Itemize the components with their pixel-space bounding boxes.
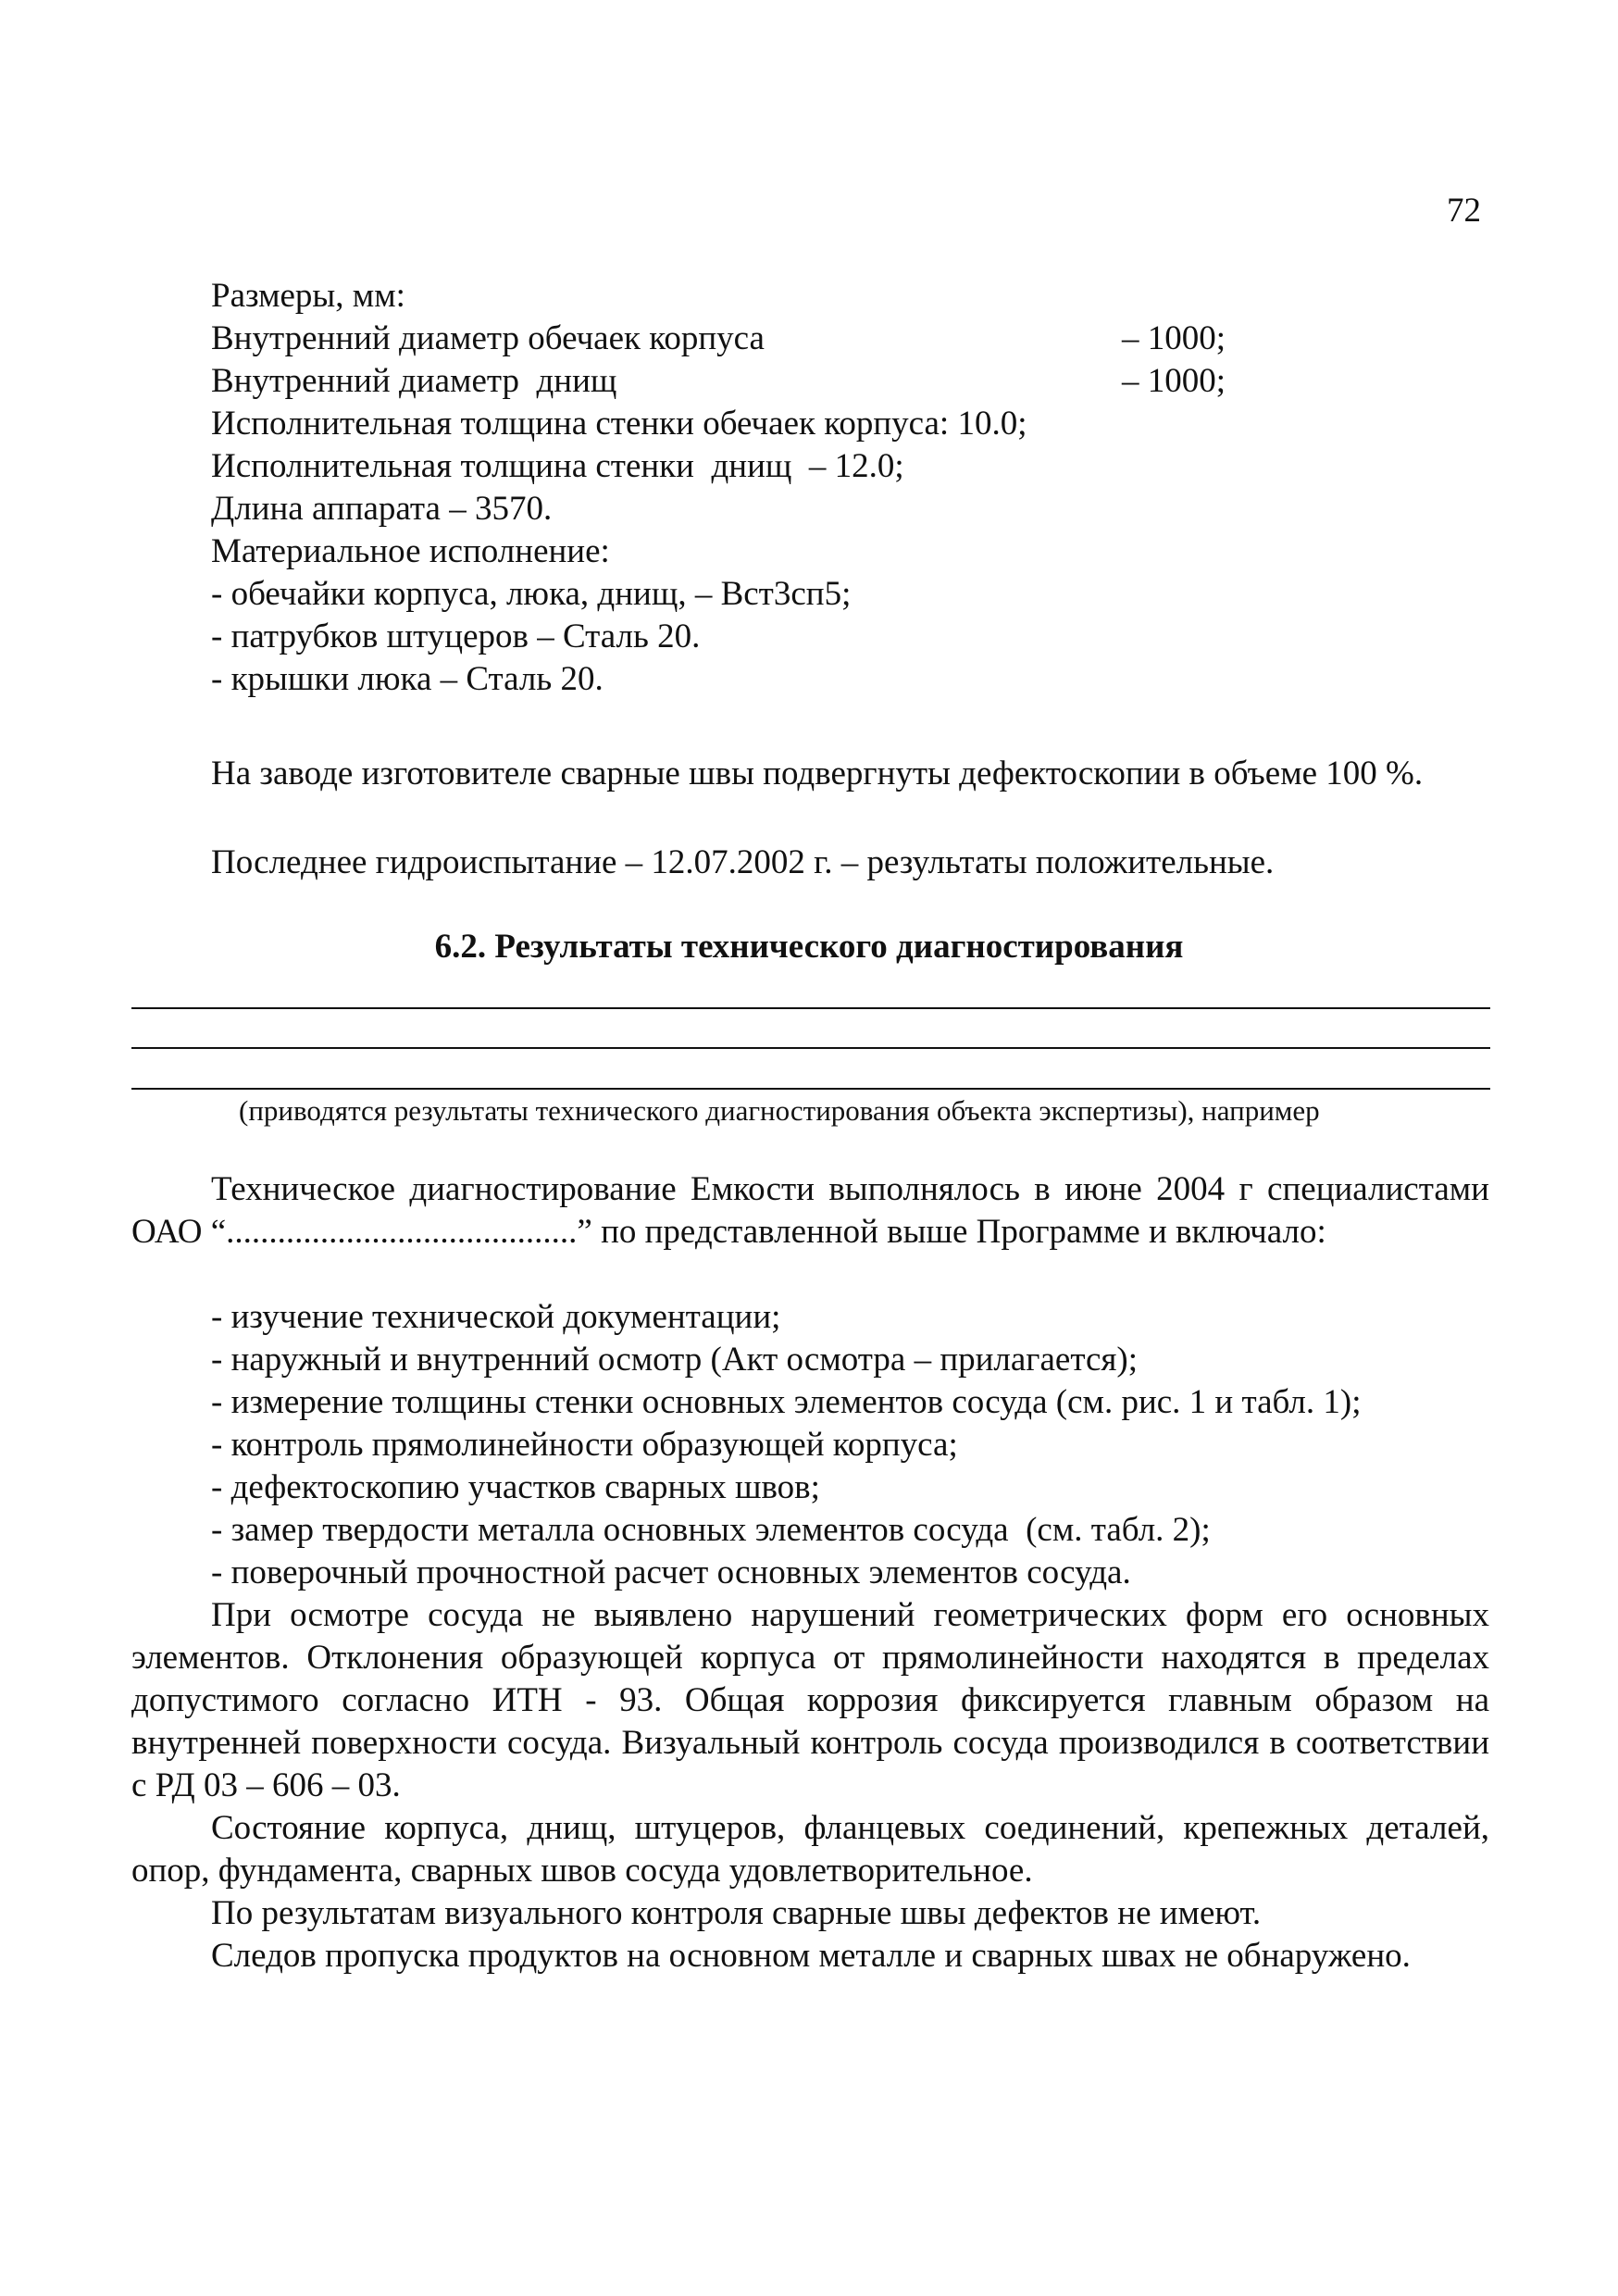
section-caption: (приводятся результаты технического диагностирования объекта экспертизы), например [239,1094,1320,1127]
hydrotest-paragraph: Последнее гидроиспытание – 12.07.2002 г. – результаты положительные. [211,843,1275,881]
dimensions-heading: Размеры, мм: [211,277,405,315]
page-number: 72 [1447,192,1481,230]
diagnostics-intro: Техническое диагностирование Емкости выполнялось в июне 2004 г специалистами ОАО “.........................................” по представленной выше Программе и включало: [131,1170,1489,1251]
visual-paragraph: По результатам визуального контроля сварные швы дефектов не имеют. [211,1894,1262,1932]
blank-line-rule [131,1007,1490,1009]
material-item: - патрубков штуцеров – Сталь 20. [211,618,701,655]
blank-line-rule [131,1088,1490,1090]
material-heading: Материальное исполнение: [211,532,610,570]
blank-line-rule [131,1047,1490,1049]
spec-line-length: Длина аппарата – 3570. [211,490,553,528]
inspection-paragraph: При осмотре сосуда не выявлено нарушений геометрических форм его основных элементов. Отклонения образующей корпуса от прямолинейности находятся в пределах допустимого согласно ИТН - 93. Общая коррозия фиксируется главным образом на внутренней поверхности сосуда. Визуальный контроль сосуда производился в соответствии с РД 03 – 606 – 03. [131,1596,1489,1804]
list-item: - измерение толщины стенки основных элементов сосуда (см. рис. 1 и табл. 1); [211,1383,1362,1421]
section-title: 6.2. Результаты технического диагностирования [434,928,1184,966]
list-item: - замер твердости металла основных элементов сосуда (см. табл. 2); [211,1511,1211,1549]
list-item: - поверочный прочностной расчет основных элементов сосуда. [211,1554,1131,1591]
list-item: - контроль прямолинейности образующей корпуса; [211,1426,958,1464]
spec-line-shell-thickness: Исполнительная толщина стенки обечаек корпуса: 10.0; [211,405,1027,443]
spec-line-bottom-thickness: Исполнительная толщина стенки днищ – 12.0; [211,447,904,485]
spec-line-shell-diameter: Внутренний диаметр обечаек корпуса [211,319,765,357]
spec-value-bottom-diameter: – 1000; [1122,362,1226,400]
spec-line-bottom-diameter: Внутренний диаметр днищ [211,362,617,400]
list-item: - изучение технической документации; [211,1298,781,1336]
material-item: - обечайки корпуса, люка, днищ, – Вст3сп5; [211,575,852,613]
spec-value-shell-diameter: – 1000; [1122,319,1226,357]
material-item: - крышки люка – Сталь 20. [211,660,604,698]
list-item: - наружный и внутренний осмотр (Акт осмотра – прилагается); [211,1341,1138,1379]
list-item: - дефектоскопию участков сварных швов; [211,1468,820,1506]
leak-paragraph: Следов пропуска продуктов на основном металле и сварных швах не обнаружено. [211,1937,1411,1975]
condition-paragraph: Состояние корпуса, днищ, штуцеров, фланцевых соединений, крепежных деталей, опор, фундамента, сварных швов сосуда удовлетворительное. [131,1809,1489,1890]
factory-paragraph: На заводе изготовителе сварные швы подвергнуты дефектоскопии в объеме 100 %. [211,755,1424,792]
